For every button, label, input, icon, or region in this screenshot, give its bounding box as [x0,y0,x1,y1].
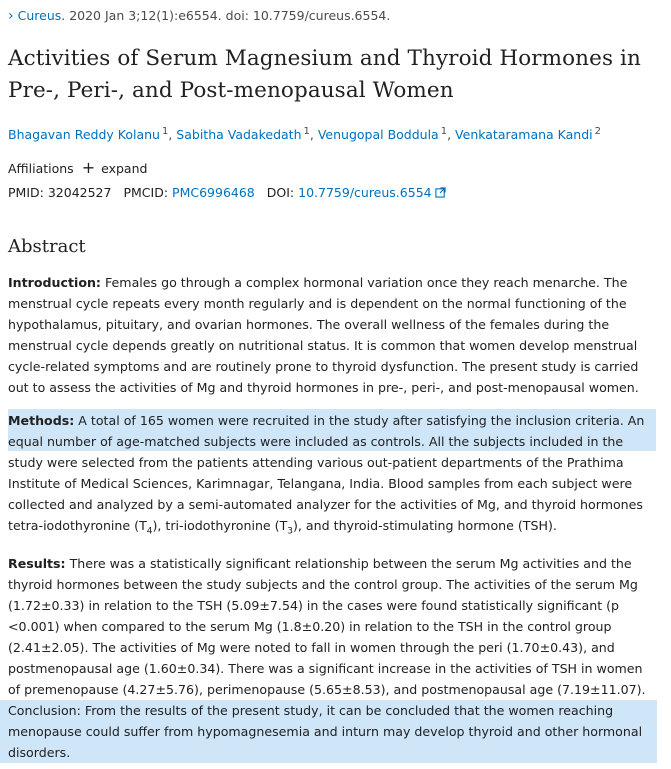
plus-icon: + [81,158,96,177]
author-link[interactable]: Venugopal Boddula [317,127,439,143]
chevron-right-icon: › [8,7,14,24]
external-link-icon[interactable] [435,187,446,198]
citation-line [8,8,390,23]
doi-link[interactable]: 10.7759/cureus.6554 [298,185,432,200]
pmid-value: 32042527 [47,185,112,200]
abstract-methods [8,410,656,543]
doi-label: DOI: [266,185,295,200]
introduction-text: Females go through a complex hormonal variation once they reach menarche. The menstrual cycle repeats every month regularly and is dependent on the normal functioning of the hypothalamus, pituitary, and ovarian hormones. The overall wellness of the females during the menstrual cycle depends greatly on nutritional status. It is common that women develop menstrual cycle-related symptoms and are routinely prone to thyroid dysfunction. The present study is carried out to assess the activities of Mg and thyroid hormones in pre-, peri-, and post-menopausal women. [8,275,639,395]
affiliation-marker[interactable]: 1 [303,126,310,137]
affiliations-label: Affiliations [8,160,74,176]
pmcid-label: PMCID: [123,185,169,200]
pmid-label: PMID: [8,185,44,200]
results-text: There was a statistically significant relationship between the serum Mg activities and the thyroid hormones between the study subjects and the control group. The activities of the serum Mg (1.72±0.33) in relation to the TSH (5.09±7.54) in the cases were found statistically significant (p <0.001) when compared to the serum Mg (1.8±0.20) in relation to the TSH in the control group (2.41±2.05). The activities of Mg were noted to fall in women through the peri (1.70±0.43), and postmenopausal age (1.60±0.34). There was a significant increase in the activities of TSH in women of premenopause (4.27±5.76), perimenopause (5.65±8.53), and postmenopausal age (7.19±11.07). [8,556,646,697]
author-link[interactable]: Venkataramana Kandi [455,127,593,143]
results-label: Results: [8,556,66,571]
methods-text-mid: ), tri-iodothyronine (T [152,518,288,533]
pmcid-link[interactable]: PMC6996468 [172,185,255,200]
article-title: Activities of Serum Magnesium and Thyroid Hormones in Pre-, Peri-, and Post-menopausal Women [8,46,641,103]
methods-text-end: ), and thyroid-stimulating hormone (TSH). [293,518,557,533]
t3-subscript: 3 [287,526,294,537]
affiliation-marker[interactable]: 2 [594,126,602,137]
affiliations-toggle[interactable] [8,160,147,176]
t4-subscript: 4 [146,526,153,537]
citation-details: . 2020 Jan 3;12(1):e6554. doi: 10.7759/cureus.6554. [61,8,391,23]
abstract-results [8,553,656,763]
affiliation-marker[interactable]: 1 [440,126,448,137]
author-link[interactable]: Sabitha Vadakedath [176,127,302,143]
methods-text: A total of 165 women were recruited in the study after satisfying the inclusion criteria. An equal number of age-matched subjects were included as controls. All the subjects included in the study were selected from the patients attending various out-patient departments of the Prathima Institute of Medical Sciences, Karimnagar, Telangana, India. Blood samples from each subject were collected and analyzed by a semi-automated analyzer for the activities of Mg, and thyroid hormones tetra-iodothyronine (T [8,413,645,533]
conclusion-text: Conclusion: From the results of the present study, it can be concluded that the women reaching menopause could suffer from hypomagnesemia and inturn may develop thyroid and other hormonal disorders. [8,703,643,760]
journal-link[interactable]: Cureus [17,8,62,23]
abstract-heading: Abstract [8,236,86,257]
author-link[interactable]: Bhagavan Reddy Kolanu [8,127,160,143]
affiliation-marker[interactable]: 1 [161,126,169,137]
abstract-introduction [8,272,656,398]
introduction-label: Introduction: [8,275,101,290]
author-list: Bhagavan Reddy Kolanu $^1$, Sabitha Vadakedath $^1$, Venugopal Boddula $^1$, Venkataramana Kandi $^2$ [8,126,602,143]
expand-label[interactable]: expand [101,160,148,176]
methods-label: Methods: [8,413,75,428]
article-identifiers [8,185,446,200]
